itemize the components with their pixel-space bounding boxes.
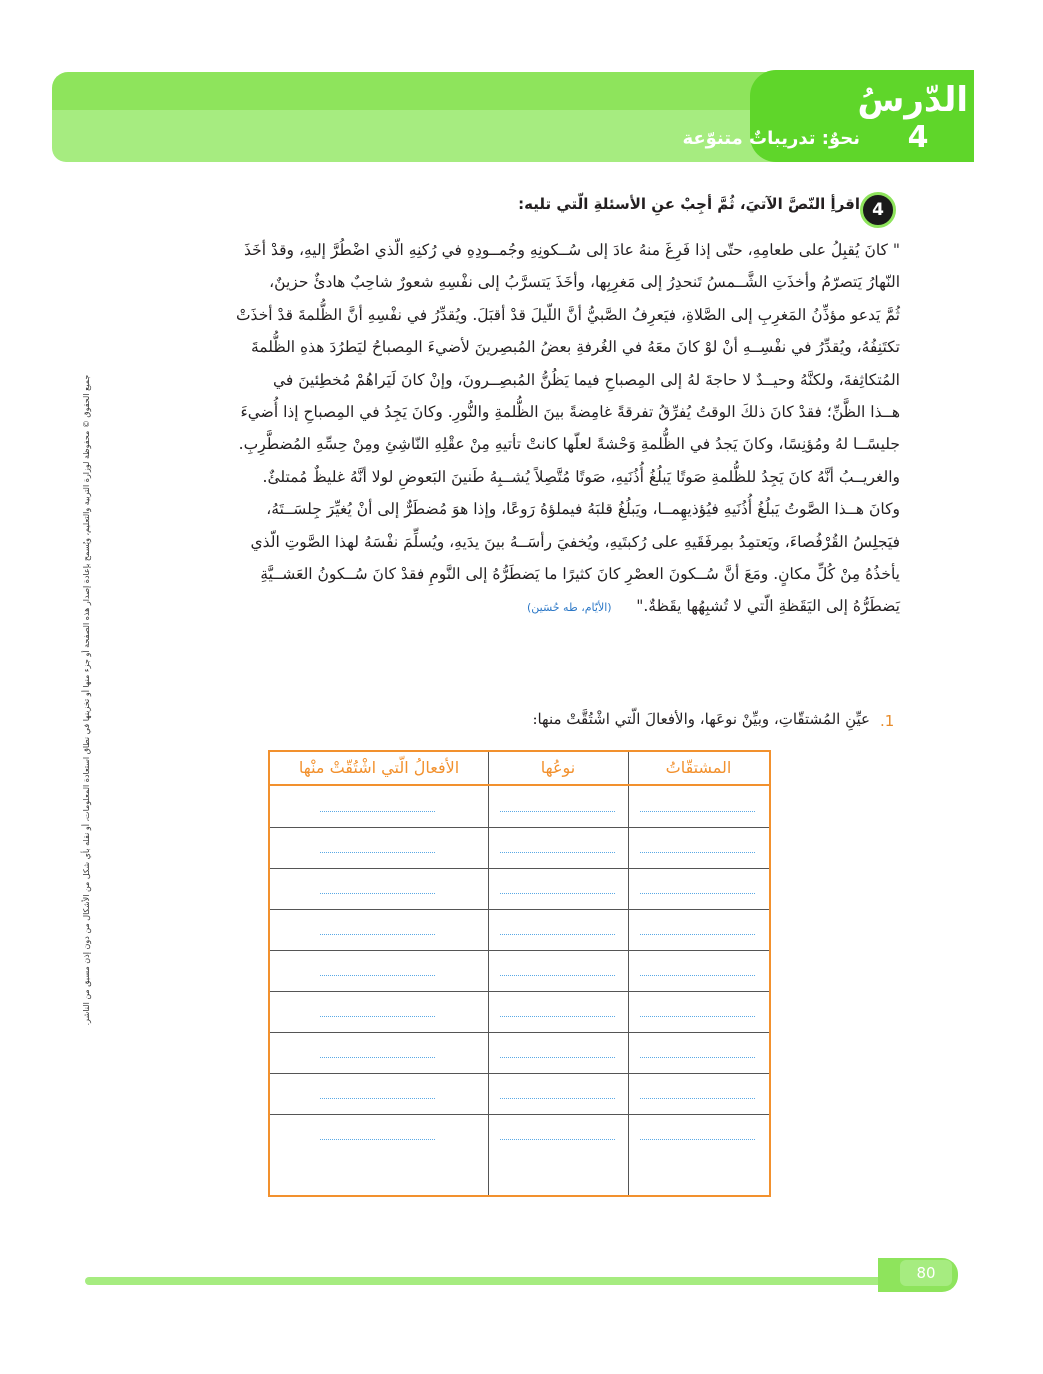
question-number: .1: [880, 712, 895, 730]
table-row-divider: [270, 909, 769, 910]
answer-blank[interactable]: [320, 974, 435, 976]
table-row-divider: [270, 1073, 769, 1074]
passage-line: والغريــبُ أنَّهُ كانَ يَجِدُ للظُّلمةِ صَوتًا يَبلُغُ أُذُنَيهِ، صَوتًا مُتَّصِلاً يُشــبِهُ طَنينَ البَعوضِ لولا أنَّهُ غليظٌ مُمتلئٌ.: [262, 467, 900, 486]
answer-blank[interactable]: [500, 892, 615, 894]
answer-blank[interactable]: [640, 1138, 755, 1140]
footer-bar: [85, 1277, 885, 1285]
passage-line: يَضطَرُّهُ إلى اليَقَظةِ الّتي لا تُشبِهُها يقَظةٌ.": [636, 597, 900, 616]
answer-blank[interactable]: [640, 974, 755, 976]
table-row-divider: [270, 827, 769, 828]
table-divider: [488, 752, 489, 1195]
table-header-type: نوعُها: [540, 758, 576, 777]
answer-blank[interactable]: [640, 810, 755, 812]
answer-blank[interactable]: [320, 1056, 435, 1058]
answer-blank[interactable]: [320, 1138, 435, 1140]
table-row-divider: [270, 950, 769, 951]
answer-blank[interactable]: [500, 974, 615, 976]
answer-blank[interactable]: [640, 892, 755, 894]
answer-blank[interactable]: [640, 1056, 755, 1058]
answer-blank[interactable]: [500, 1138, 615, 1140]
answer-blank[interactable]: [640, 933, 755, 935]
exercise-instruction: اقرأِ النّصَّ الآتيَ، ثُمَّ أجِبْ عنِ الأسئلةِ الّتي تليه:: [518, 195, 860, 213]
lesson-subtitle: نحوٌ: تدريباتٌ متنوّعة: [682, 128, 860, 149]
passage-line: النّهارُ يَتصرّمُ وأخذَتِ الشَّــمسُ تَنحدِرُ إلى مَغرِبِها، وأخَذَ يَتسرَّبُ إلى نفْسِهِ شعورٌ شاحِبٌ هادئٌ حزينٌ،: [269, 273, 900, 292]
lesson-number: 4: [907, 120, 929, 155]
passage-line: " كانَ يُقبِلُ على طعامِهِ، حتّى إذا فَرِغَ منهُ عادَ إلى سُــكونِهِ وجُمــودِهِ في رُكنِهِ الّذي اضْطُرَّ إليهِ، وقدْ أخَذَ: [244, 241, 900, 259]
table-header-rule: [270, 784, 769, 786]
table-header-verbs: الأفعالُ الّتي اشْتُقّتْ منْها: [298, 758, 460, 777]
table-row-divider: [270, 1032, 769, 1033]
answer-blank[interactable]: [500, 933, 615, 935]
answer-blank[interactable]: [640, 851, 755, 853]
answer-blank[interactable]: [320, 933, 435, 935]
passage-reference: (الأيّام، طه حُسَين): [526, 601, 612, 615]
exercise-number-badge: 4: [860, 192, 896, 228]
answer-blank[interactable]: [320, 1015, 435, 1017]
table-row-divider: [270, 868, 769, 869]
table-header-derivatives: المشتقّاتُ: [665, 758, 732, 777]
answer-blank[interactable]: [500, 1015, 615, 1017]
table-row-divider: [270, 991, 769, 992]
passage-line: فيَجلِسُ القُرْفُصاءَ، ويَعتمِدُ بمِرفَقَيهِ على رُكبتَيهِ، ويُخفيَ رأسَــهُ بينَ يدَيهِ، ويُسلِّمَ نفْسَهُ لهذا الصَّوتِ الّذي: [250, 532, 900, 551]
answer-blank[interactable]: [320, 1097, 435, 1099]
passage-line: هــذا الظَّنِّ؛ فقدْ كانَ ذلكَ الوقتُ يُفرِّقُ تفرقةً غامِضةً بينَ الظُّلمةِ والنُّورِ. وكانَ يَجِدُ في المِصباحِ إذا أُضيءَ: [240, 403, 900, 422]
answer-blank[interactable]: [320, 892, 435, 894]
reading-passage: [180, 234, 900, 625]
passage-line: ثُمَّ يَدعو مؤذِّنُ المَغرِبِ إلى الصَّلاةِ، فيَعرِفُ الصَّبيُّ أنَّ اللّيلَ قدْ أقبَلَ. ويُقدِّرُ في نفْسِهِ أنَّ الظُّلمةَ قدْ أخذَتْ: [235, 305, 900, 324]
passage-line: المُتكاثِفةَ، ولكنَّهُ وحيــدٌ لا حاجةَ لهُ إلى المِصباحِ فيما يَظُنُّ المُبصِــرونَ، وإنْ كانَ لَيَراهُمْ مُخطِئينَ في: [272, 370, 900, 389]
answer-table: [268, 750, 771, 1197]
passage-line: تكتَنِفُهُ، ويُقدِّرُ في نفْسِــهِ أنْ لوْ كانَ معَهُ في الغُرفةِ بعضُ المُبصِرينَ لأضيءَ المِصباحُ ليَطرُدَ هذهِ الظُّلمةَ: [250, 338, 900, 357]
passage-line: وكانَ هــذا الصَّوتُ يَبلُغُ أُذُنَيهِ فيُؤذيهِمــا، ويَبلُغُ قلبَهُ فيملؤهُ رَوعًا، وإذا هوَ مُضطَرٌّ إلى أنْ يُغيِّرَ جِلسَــتَهُ،: [266, 500, 900, 519]
answer-blank[interactable]: [500, 810, 615, 812]
answer-blank[interactable]: [500, 851, 615, 853]
answer-blank[interactable]: [640, 1097, 755, 1099]
page-number: 80: [900, 1260, 952, 1286]
table-divider: [628, 752, 629, 1195]
copyright-note: جميع الحقوق © محفوظة لوزارة التربية والتعليم، ويُسمح بإعادة إصدار هذه الصفحة أو جزء منها أو تخزينها في نطاق استعادة المعلومات، أو نقله بأي شكل من الأشكال من دون إذن مسبق من الناشر.: [82, 374, 91, 1026]
passage-line: يأخذُهُ مِنْ كُلِّ مكانٍ. ومَعَ أنَّ سُــكونَ العصْرِ كانَ كثيرًا ما يَضطَرُّهُ إلى النَّومِ فقدْ كانَ سُــكونُ العَشــيَّةِ: [260, 565, 900, 584]
answer-blank[interactable]: [320, 851, 435, 853]
answer-blank[interactable]: [640, 1015, 755, 1017]
passage-line: جليسًــا لهُ ومُؤنِسًا، وكانَ يَجدُ في الظُّلمةِ وَحْشةً لعلّها كانتْ تأتيهِ مِنْ عقْلِهِ النّاشِئِ ومِنْ حِسِّهِ المُضطَّرِبِ.: [238, 435, 900, 454]
answer-blank[interactable]: [320, 810, 435, 812]
lesson-label: الدّرسُ: [857, 80, 968, 120]
table-row-divider: [270, 1114, 769, 1115]
answer-blank[interactable]: [500, 1097, 615, 1099]
answer-blank[interactable]: [500, 1056, 615, 1058]
passage-last-line: [180, 590, 900, 624]
question-text: عيِّنِ المُشتقّاتِ، وبيِّنْ نوعَها، والأفعالَ الّتي اشْتُقَّتْ منها:: [532, 710, 870, 728]
